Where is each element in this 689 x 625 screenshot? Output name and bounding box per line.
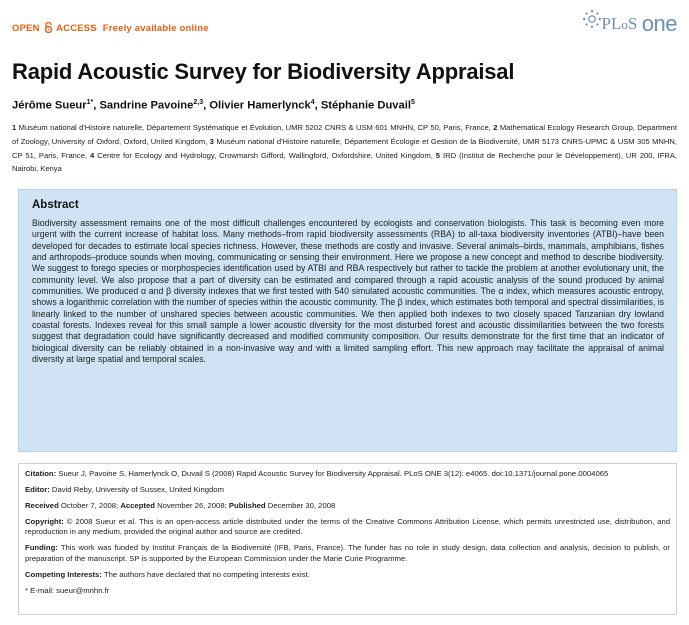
article-title: Rapid Acoustic Survey for Biodiversity Appraisal	[12, 59, 515, 84]
abstract-heading: Abstract	[32, 199, 79, 211]
copyright-label: Copyright:	[25, 516, 64, 526]
author-name: Jérôme Sueur	[12, 99, 87, 112]
author-affiliation-marker: 4	[310, 99, 315, 106]
accepted-date: November 26, 2008;	[157, 500, 227, 510]
accepted-label: Accepted	[120, 500, 155, 510]
abstract-text: Biodiversity assessment remains one of the most difficult challenges encountered by ecologists and conservation biologists. This task is becoming even more urgent with the current increase of habitat loss. Many methods–from rapid biodiversity assessments (RBA) to all-taxa biodiversity inventories (ATBI)–have been developed for decades to estimate local species richness. However, these methods are costly and invasive. Several animals–birds, mammals, amphibians, fishes and arthropods–produce sounds when moving, communicating or sensing their environment. Here we propose a new concept and method to describe biodiversity. We suggest to forego species or morphospecies identification used by ATBI and RBA respectively but rather to tackle the problem at another evolutionary unit, the community level. We also propose that a part of diversity can be estimated and compared through a rapid acoustic analysis of the sound produced by animal communities. We produced α and β diversity indexes that we first tested with 540 simulated acoustic communities. The α index, which measures acoustic entropy, shows a logarithmic correlation with the number of species within the acoustic community. The β index, which estimates both temporal and spectral dissimilarities, is linearly linked to the number of unshared species between acoustic communities. We then applied both indexes to two closely spaced Tanzanian dry lowland coastal forests. Indexes reveal for this small sample a lower acoustic diversity for the most disturbed forest and acoustic dissimilarities between the two forests suggest that degradation could have significantly decreased and modified community composition. Our results demonstrate for the first time that an indicator of biological diversity can be reliably obtained in a non-invasive way and with a limited sampling effort. This new approach may facilitate the appraisal of animal diversity at large spatial and temporal scales.	[32, 218, 664, 365]
logo-plos-text: PLoS	[601, 14, 638, 33]
affiliation-text: IRD (Institut de Recherche pour le Développement), UR 200, IFRA, Nairobi, Kenya	[12, 150, 677, 174]
open-access-badge	[12, 22, 209, 34]
copyright-text: © 2008 Sueur et al. This is an open-access article distributed under the terms of the Creative Commons Attribution License, which permits unrestricted use, distribution, and reproduction in any medium, provided the original author and source are credited.	[25, 516, 670, 537]
author-affiliation-marker: 5	[410, 99, 415, 106]
corresponding-email: * E-mail: sueur@mnhn.fr	[25, 585, 110, 595]
editor-text: David Reby, University of Sussex, United Kingdom	[51, 484, 224, 494]
dates	[25, 501, 670, 511]
abstract-box	[18, 189, 677, 452]
affiliation-text: Centre for Ecology and Hydrology, Crowmarsh Gifford, Wallingford, Oxfordshire, United Kingdom,	[97, 150, 433, 160]
copyright	[25, 517, 670, 538]
author-affiliation-marker: 1*	[86, 99, 94, 106]
received-date: October 7, 2008;	[60, 500, 119, 510]
author-list: Jérôme Sueur$^{1*}$, Sandrine Pavoine$^{2,3}$, Olivier Hamerlynck$^4$, Stéphanie Duvail$^5$	[12, 99, 415, 112]
author-name: Stéphanie Duvail	[320, 99, 411, 112]
logo-one-text: one	[641, 11, 677, 36]
published-label: Published	[228, 500, 266, 510]
published-date: December 30, 2008	[267, 500, 336, 510]
competing-text: The authors have declared that no competing interests exist.	[103, 569, 310, 579]
affiliation-number: 3	[209, 136, 214, 146]
competing-interests	[25, 570, 670, 580]
funding-text: This work was funded by Institut Français de la Biodiversité (IFB, Paris, France). The funder has no role in study design, data collection and analysis, decision to publish, or preparation of the manuscript. SP is supported by the European Commission under the Marie Curie Programme.	[25, 543, 670, 563]
affiliation-number: 5	[435, 150, 441, 160]
article-metadata	[18, 463, 677, 615]
affiliations	[12, 121, 677, 176]
citation-label: Citation:	[25, 469, 57, 478]
open-label: OPEN	[12, 23, 40, 34]
received-label: Received	[25, 500, 59, 510]
affiliation-text: Muséum national d'Histoire naturelle, Département Écologie et Gestion de la Biodiversité, UMR 5173 CNRS-UPMC & USM 305 MNHN, CP 51, Paris, France,	[12, 136, 677, 160]
competing-label: Competing Interests:	[25, 569, 102, 579]
access-label: ACCESS	[56, 23, 97, 34]
editor-label: Editor:	[25, 484, 50, 494]
funding	[25, 543, 670, 564]
citation-text: Sueur J, Pavoine S, Hamerlynck O, Duvail S (2008) Rapid Acoustic Survey for Biodiversity Appraisal. PLoS ONE 3(12): e4065. doi:10.1371/journal.pone.0004065	[58, 469, 609, 478]
affiliation-text: Mathematical Ecology Research Group, Department of Zoology, University of Oxford, Oxford, United Kingdom,	[12, 123, 677, 146]
affiliation-number: 4	[90, 150, 95, 160]
plos-one-logo	[582, 9, 677, 37]
journal-header	[12, 11, 677, 40]
citation	[25, 469, 670, 479]
author-affiliation-marker: 2,3	[193, 99, 204, 106]
freely-available-label: Freely available online	[102, 23, 209, 34]
editor	[25, 485, 670, 495]
open-access-lock-icon	[44, 22, 53, 33]
affiliation-number: 1	[12, 123, 17, 132]
affiliation-text: Muséum national d'Histoire naturelle, Département Systématique et Évolution, UMR 5202 CNRS & USM 601 MNHN, CP 50, Paris, France,	[18, 123, 491, 132]
affiliation-number: 2	[493, 123, 498, 132]
author-name: Sandrine Pavoine	[99, 99, 194, 112]
funding-label: Funding:	[25, 543, 58, 553]
author-name: Olivier Hamerlynck	[209, 99, 311, 112]
plos-sun-icon	[582, 9, 602, 29]
